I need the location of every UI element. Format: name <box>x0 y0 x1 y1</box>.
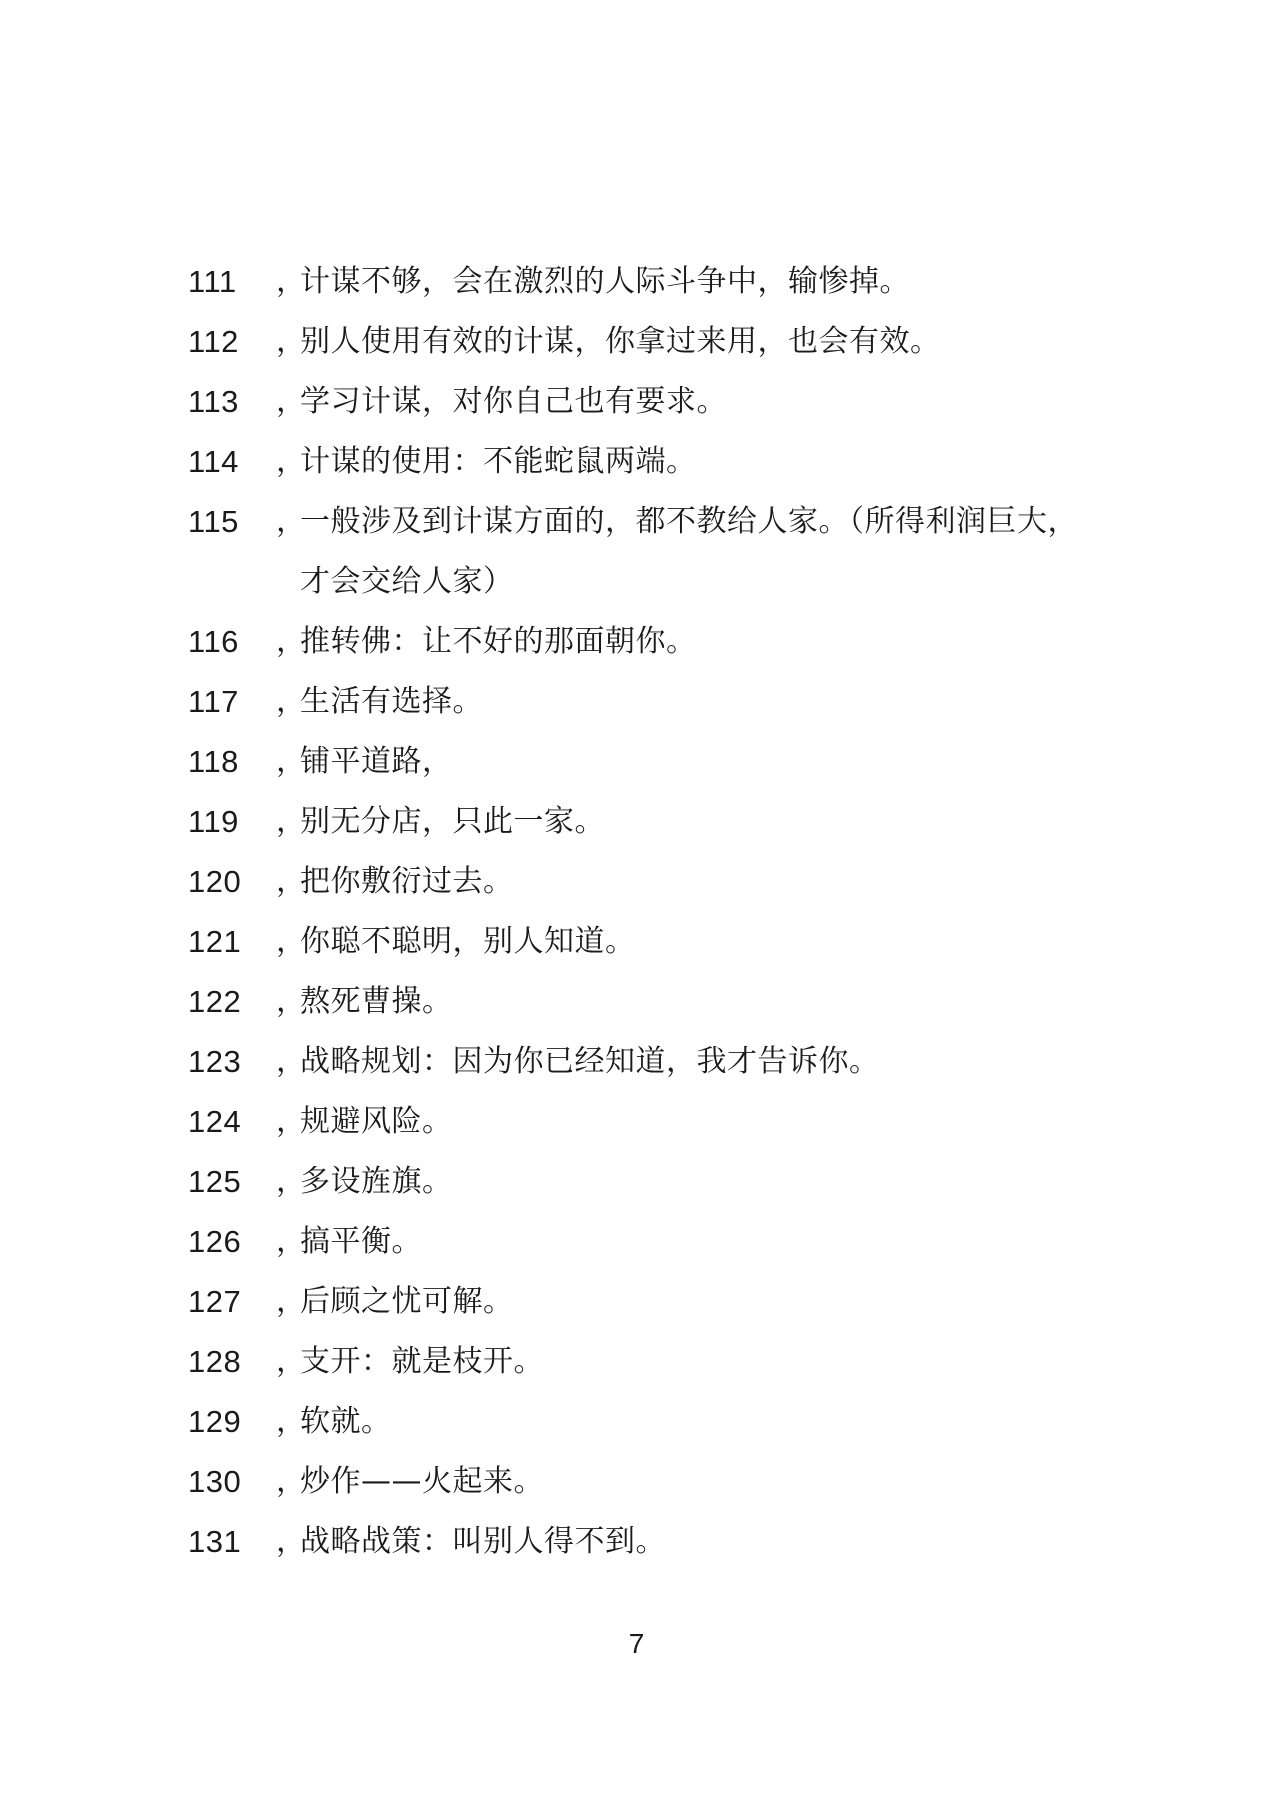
item-text: 生活有选择。 <box>300 684 483 719</box>
list-item <box>188 1272 1108 1332</box>
item-separator: ， <box>276 444 307 479</box>
list-item <box>188 732 1108 792</box>
item-separator: ， <box>276 1404 307 1439</box>
item-text: 计谋不够，会在激烈的人际斗争中，输惨掉。 <box>300 264 910 299</box>
list-item <box>188 792 1108 852</box>
item-text: 多设旌旗。 <box>300 1164 453 1199</box>
item-number: 113 <box>188 384 239 419</box>
item-separator: ， <box>276 1224 307 1259</box>
item-separator: ， <box>276 384 307 419</box>
item-number: 114 <box>188 444 239 479</box>
item-number: 117 <box>188 684 239 719</box>
item-number: 118 <box>188 744 239 779</box>
item-number: 115 <box>188 504 239 539</box>
item-separator: ， <box>276 684 307 719</box>
item-separator: ， <box>276 984 307 1019</box>
item-number: 116 <box>188 624 239 659</box>
list-item <box>188 312 1108 372</box>
item-text: 后顾之忧可解。 <box>300 1284 514 1319</box>
item-separator: ， <box>276 1524 307 1559</box>
item-number: 126 <box>188 1224 242 1259</box>
item-separator: ， <box>276 1344 307 1379</box>
item-number: 128 <box>188 1344 242 1379</box>
item-number: 129 <box>188 1404 242 1439</box>
item-text: 你聪不聪明，别人知道。 <box>300 924 636 959</box>
item-text: 支开：就是枝开。 <box>300 1344 544 1379</box>
item-separator: ， <box>276 1464 307 1499</box>
item-separator: ， <box>276 264 307 299</box>
item-text: 战略战策：叫别人得不到。 <box>300 1524 666 1559</box>
list-item <box>188 492 1108 612</box>
item-separator: ， <box>276 864 307 899</box>
item-number: 131 <box>188 1524 242 1559</box>
item-number: 112 <box>188 324 239 359</box>
list-item <box>188 912 1108 972</box>
list-item <box>188 612 1108 672</box>
item-text: 软就。 <box>300 1404 392 1439</box>
item-separator: ， <box>276 504 307 539</box>
item-text: 炒作——火起来。 <box>300 1464 544 1499</box>
list-item <box>188 1452 1108 1512</box>
item-separator: ， <box>276 1164 307 1199</box>
list-item <box>188 1152 1108 1212</box>
item-number: 127 <box>188 1284 242 1319</box>
item-separator: ， <box>276 624 307 659</box>
item-text: 推转佛：让不好的那面朝你。 <box>300 624 697 659</box>
list-item <box>188 1332 1108 1392</box>
item-text: 一般涉及到计谋方面的，都不教给人家。（所得利润巨大，才会交给人家） <box>300 504 1078 599</box>
item-text: 规避风险。 <box>300 1104 453 1139</box>
list-item <box>188 1032 1108 1092</box>
item-text: 战略规划：因为你已经知道，我才告诉你。 <box>300 1044 880 1079</box>
item-separator: ， <box>276 804 307 839</box>
item-number: 120 <box>188 864 242 899</box>
item-separator: ， <box>276 324 307 359</box>
item-text: 铺平道路， <box>300 744 453 779</box>
item-text: 别无分店，只此一家。 <box>300 804 605 839</box>
list-item <box>188 432 1108 492</box>
item-number: 130 <box>188 1464 242 1499</box>
item-text: 把你敷衍过去。 <box>300 864 514 899</box>
list-item <box>188 672 1108 732</box>
item-text: 搞平衡。 <box>300 1224 422 1259</box>
item-number: 123 <box>188 1044 242 1079</box>
item-separator: ， <box>276 924 307 959</box>
item-number: 111 <box>188 264 237 299</box>
item-number: 122 <box>188 984 242 1019</box>
list-item <box>188 852 1108 912</box>
list-item <box>188 1392 1108 1452</box>
list-item <box>188 972 1108 1032</box>
list-item <box>188 1092 1108 1152</box>
list-item <box>188 372 1108 432</box>
page-number: 7 <box>628 1628 645 1659</box>
item-text: 计谋的使用：不能蛇鼠两端。 <box>300 444 697 479</box>
item-number: 121 <box>188 924 242 959</box>
list-item <box>188 252 1108 312</box>
item-number: 125 <box>188 1164 242 1199</box>
item-separator: ， <box>276 744 307 779</box>
item-text: 别人使用有效的计谋，你拿过来用，也会有效。 <box>300 324 941 359</box>
item-separator: ， <box>276 1284 307 1319</box>
numbered-list <box>188 252 1108 1572</box>
item-text: 学习计谋，对你自己也有要求。 <box>300 384 727 419</box>
list-item <box>188 1512 1108 1572</box>
item-number: 124 <box>188 1104 242 1139</box>
item-text: 熬死曹操。 <box>300 984 453 1019</box>
item-separator: ， <box>276 1044 307 1079</box>
item-separator: ， <box>276 1104 307 1139</box>
list-item <box>188 1212 1108 1272</box>
item-number: 119 <box>188 804 239 839</box>
